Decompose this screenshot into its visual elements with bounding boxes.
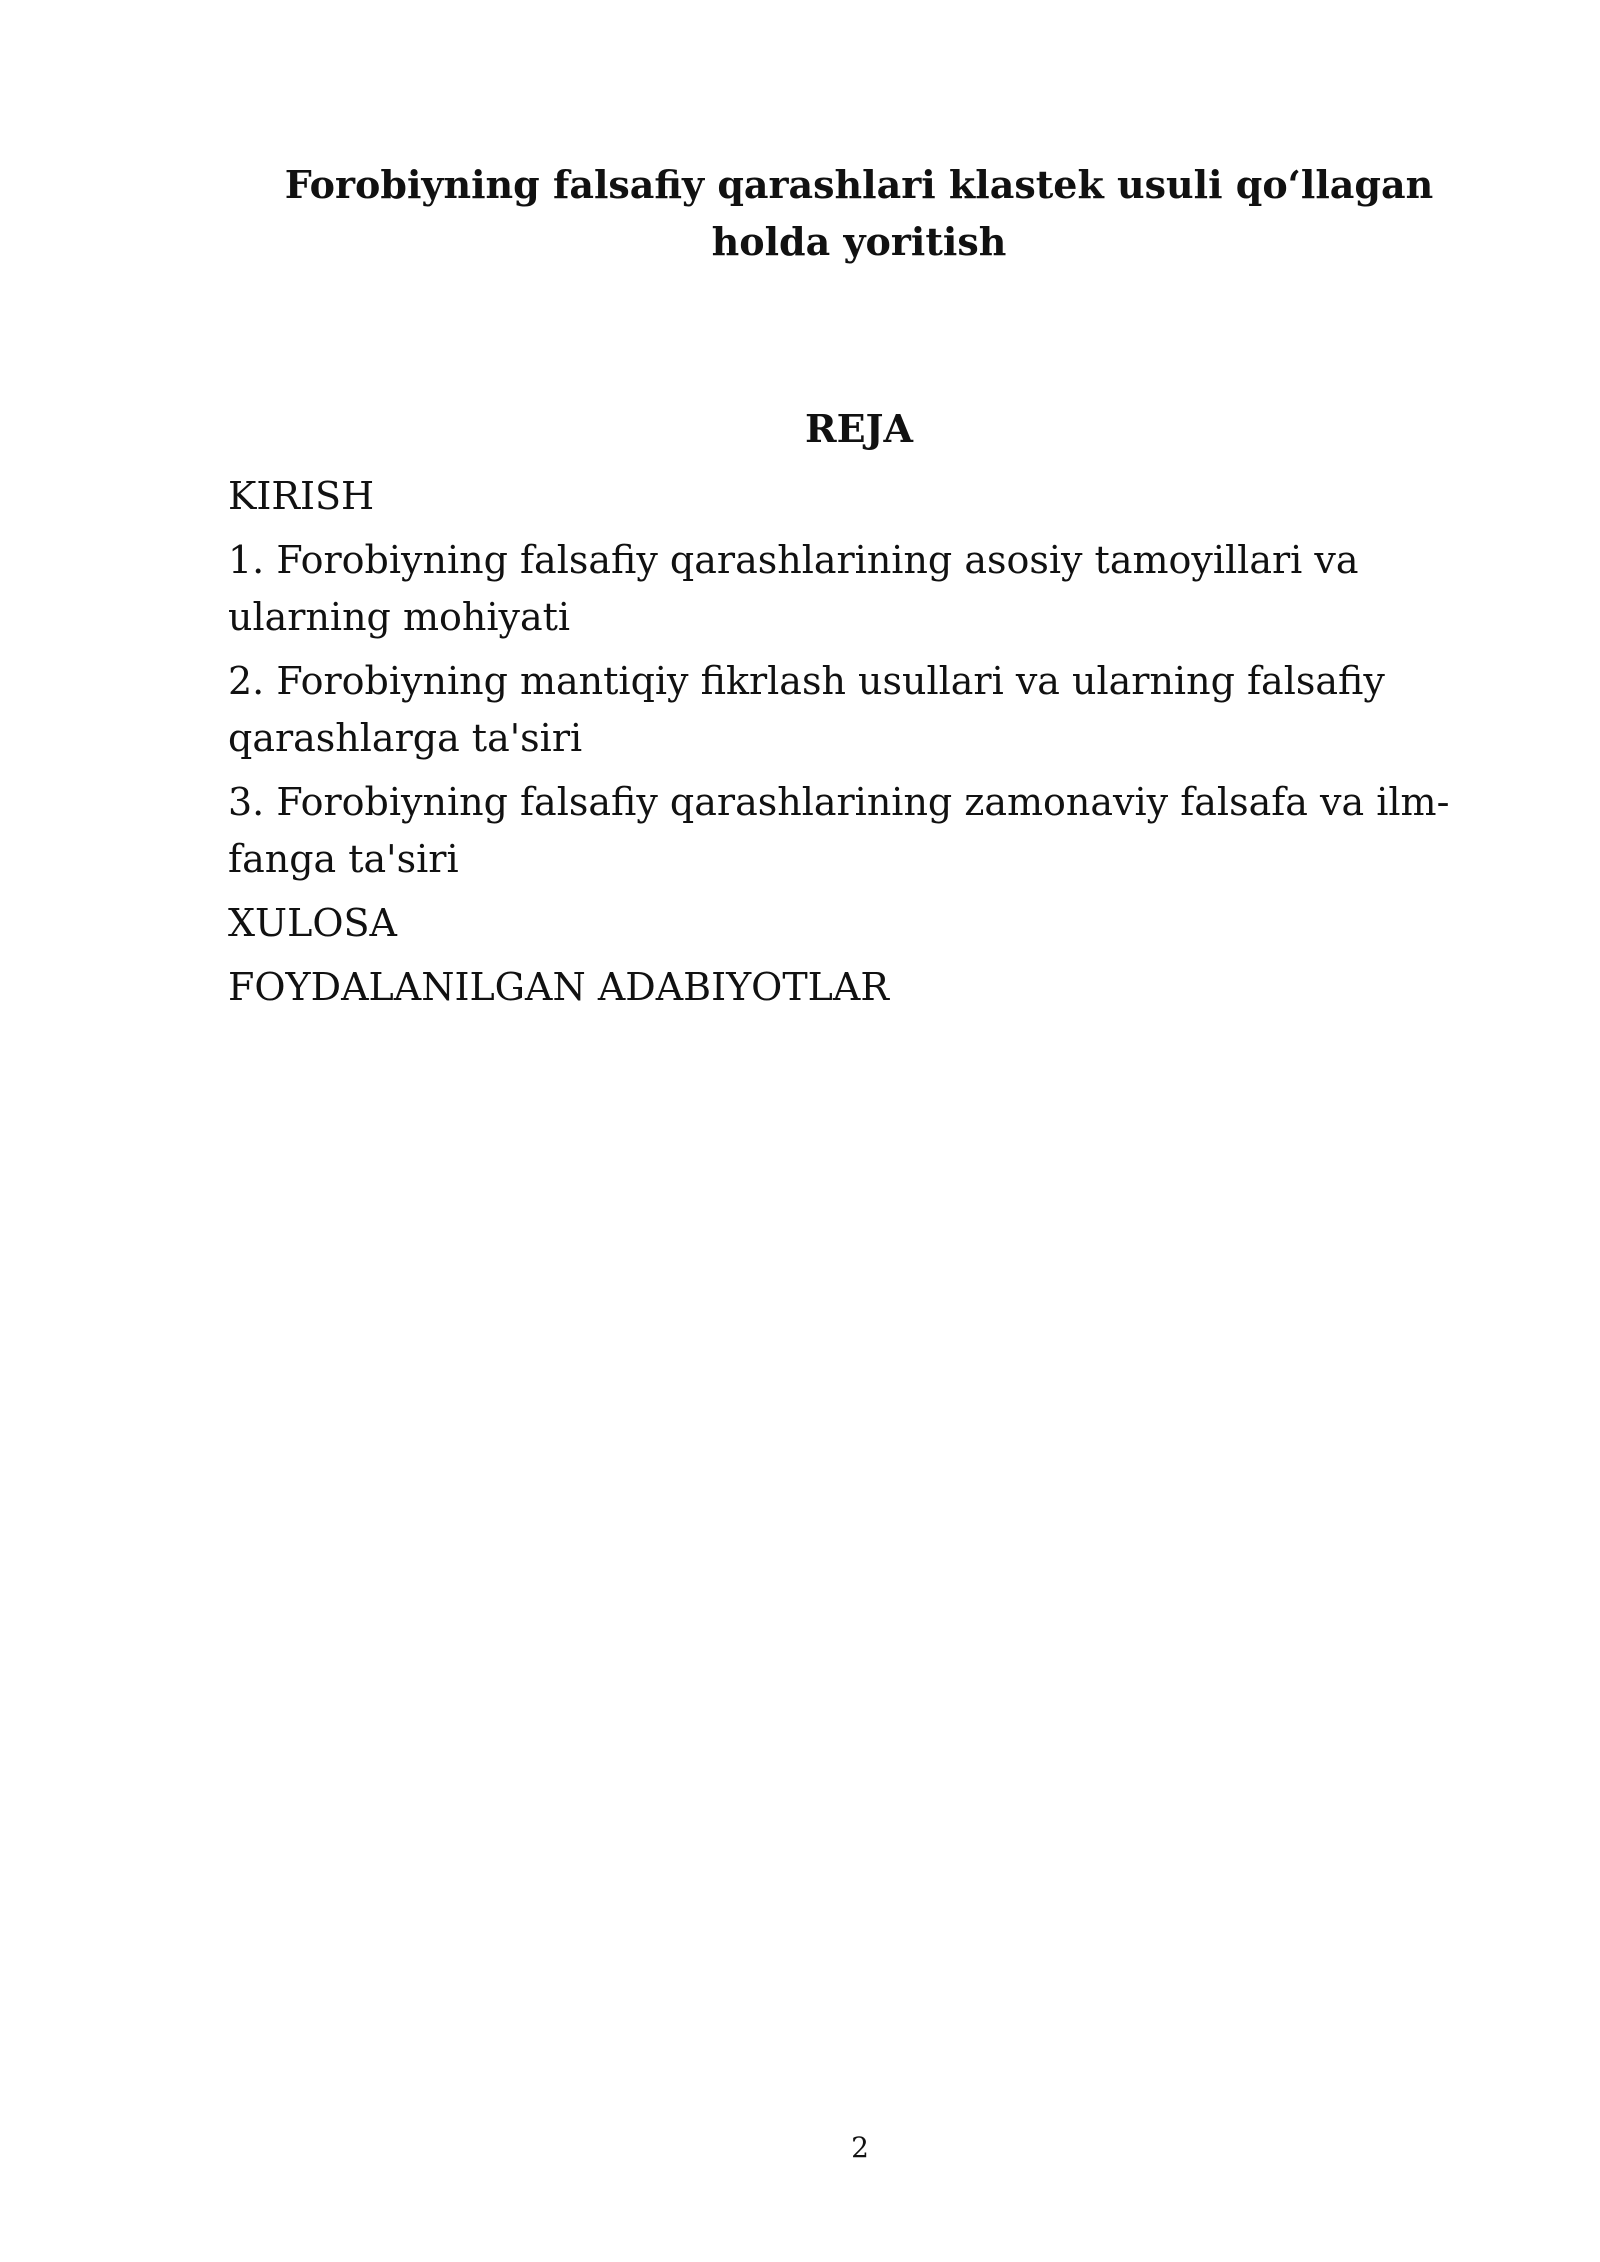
plan-item-introduction: KIRISH <box>228 474 375 518</box>
page-number: 2 <box>851 2131 869 2164</box>
plan-list <box>228 468 1490 1023</box>
plan-item-chapter-1: 1. Forobiyning falsafiy qarashlarining asosiy tamoyillari va ularning mohiyati <box>228 538 1359 639</box>
plan-item-chapter-3: 3. Forobiyning falsafiy qarashlarining zamonaviy falsafa va ilm-fanga ta'siri <box>228 780 1450 881</box>
plan-heading: REJA <box>804 406 913 451</box>
document-title: Forobiyning falsafiy qarashlari klastek usuli qo‘llagan holda yoritish <box>284 162 1434 264</box>
plan-item-conclusion: XULOSA <box>228 901 397 945</box>
plan-item-chapter-2: 2. Forobiyning mantiqiy fikrlash usullari va ularning falsafiy qarashlarga ta'siri <box>228 659 1385 760</box>
plan-item-references: FOYDALANILGAN ADABIYOTLAR <box>228 965 889 1009</box>
